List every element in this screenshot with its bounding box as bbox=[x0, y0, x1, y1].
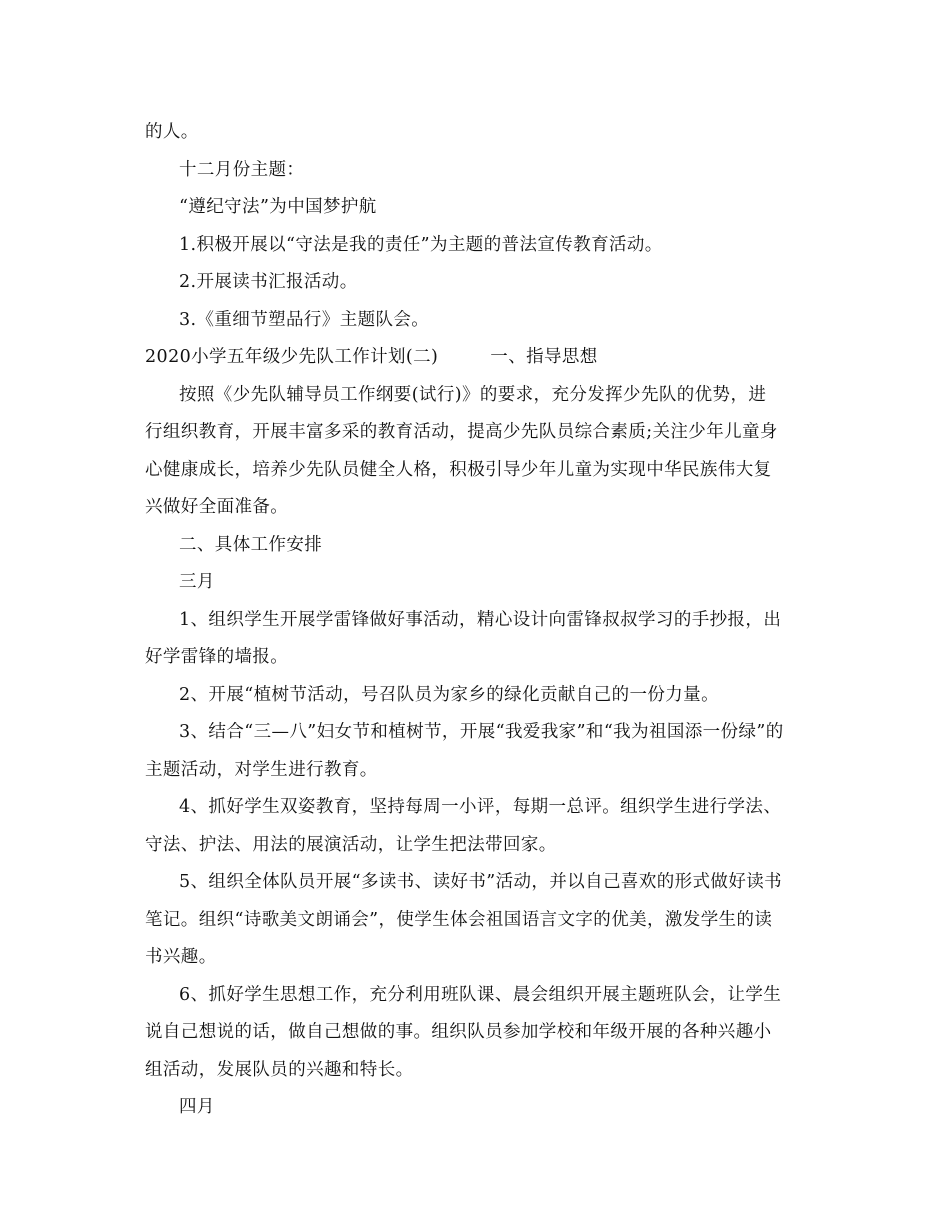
paragraph-line: 笔记。组织“诗歌美文朗诵会”，使学生体会祖国语言文字的优美，激发学生的读 bbox=[145, 909, 773, 930]
paragraph-line: 6、抓好学生思想工作，充分利用班队课、晨会组织开展主题班队会，让学生 bbox=[179, 984, 782, 1005]
section-heading: 一、指导思想 bbox=[490, 347, 598, 367]
list-item: 2.开展读书汇报活动。 bbox=[179, 272, 358, 292]
paragraph-line: 4、抓好学生双姿教育，坚持每周一小评，每期一总评。组织学生进行学法、 bbox=[179, 797, 782, 817]
paragraph-guiding-thought bbox=[145, 377, 815, 527]
list-item bbox=[145, 789, 815, 864]
month-heading: 四月 bbox=[179, 1097, 215, 1117]
list-item bbox=[145, 864, 815, 977]
paragraph-line: 按照《少先队辅导员工作纲要(试行)》的要求，充分发挥少先队的优势，进 bbox=[179, 384, 767, 405]
theme-title: “遵纪守法”为中国梦护航 bbox=[179, 197, 377, 217]
paragraph-line: 好学雷锋的墙报。 bbox=[145, 647, 289, 667]
section-heading: 二、具体工作安排 bbox=[179, 534, 323, 555]
list-item bbox=[145, 714, 815, 789]
paragraph-line: 行组织教育，开展丰富多采的教育活动，提高少先队员综合素质;关注少年儿童身 bbox=[145, 422, 778, 442]
paragraph-line: 主题活动，对学生进行教育。 bbox=[145, 759, 378, 780]
month-theme-heading: 十二月份主题： bbox=[179, 159, 305, 180]
list-item: 3.《重细节塑品行》主题队会。 bbox=[179, 309, 430, 330]
paragraph-line: 说自己想说的话，做自己想做的事。组织队员参加学校和年级开展的各种兴趣小 bbox=[145, 1022, 772, 1042]
text-line: 的人。 bbox=[145, 122, 199, 142]
list-item bbox=[145, 602, 815, 677]
list-item: 2、开展“植树节活动，号召队员为家乡的绿化贡献自己的一份力量。 bbox=[179, 684, 719, 705]
paragraph-line: 兴做好全面准备。 bbox=[145, 497, 289, 517]
paragraph-line: 心健康成长，培养少先队员健全人格，积极引导少年儿童为实现中华民族伟大复 bbox=[145, 459, 772, 480]
plan-title-line bbox=[145, 339, 815, 377]
list-item bbox=[145, 977, 815, 1090]
paragraph-line: 5、组织全体队员开展“多读书、读好书”活动，并以自己喜欢的形式做好读书 bbox=[179, 872, 783, 892]
paragraph-line: 书兴趣。 bbox=[145, 947, 217, 967]
paragraph-line: 3、结合“三—八”妇女节和植树节，开展“我爱我家”和“我为祖国添一份绿”的 bbox=[179, 722, 784, 742]
month-heading: 三月 bbox=[179, 572, 215, 592]
document-body bbox=[145, 114, 815, 1127]
paragraph-line: 组活动，发展队员的兴趣和特长。 bbox=[145, 1059, 414, 1080]
paragraph-line: 1、组织学生开展学雷锋做好事活动，精心设计向雷锋叔叔学习的手抄报，出 bbox=[179, 609, 782, 630]
paragraph-line: 守法、护法、用法的展演活动，让学生把法带回家。 bbox=[145, 834, 557, 855]
plan-title: 2020小学五年级少先队工作计划(二) bbox=[145, 347, 439, 367]
list-item: 1.积极开展以“守法是我的责任”为主题的普法宣传教育活动。 bbox=[179, 234, 663, 255]
